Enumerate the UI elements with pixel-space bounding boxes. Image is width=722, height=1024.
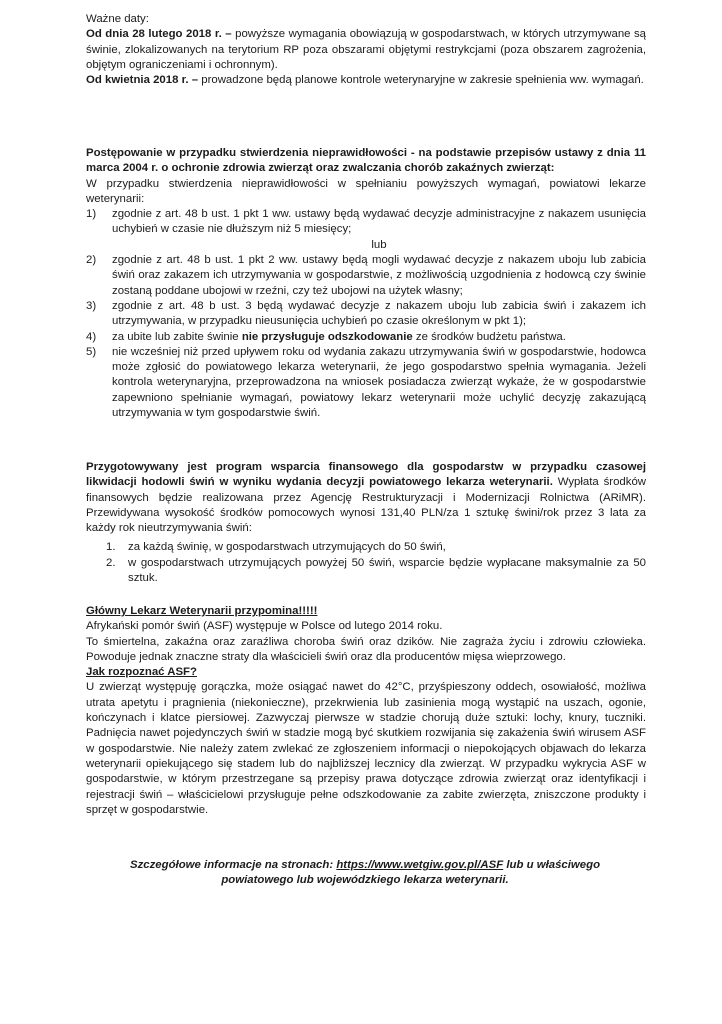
support-list	[86, 540, 646, 586]
reminder-line2: To śmiertelna, zakaźna oraz zaraźliwa choroba świń oraz dzików. Nie zagraża życiu i zdrowiu człowieka. Powoduje jednak znaczne straty dla właścicieli świń oraz dla producentów mięsa wieprzowego.	[86, 635, 646, 663]
list-item	[86, 253, 646, 299]
list-number: 4)	[86, 330, 97, 343]
footer-post: lub u właściwego powiatowego lub wojewódzkiego lekarza weterynarii.	[221, 859, 601, 887]
procedure-heading-text: Postępowanie w przypadku stwierdzenia nieprawidłowości - na podstawie przepisów ustawy z dnia 11 marca 2004 r. o ochronie zdrowia zwierząt oraz zwalczania chorób zakaźnych zwierząt:	[86, 147, 646, 175]
list-item	[86, 345, 646, 421]
footer-link[interactable]: https://www.wetgiw.gov.pl/ASF	[336, 859, 504, 871]
list-text: nie wcześniej niż przed upływem roku od wydania zakazu utrzymywania świń w gospodarstwie, hodowca może zgłosić do powiatowego lekarza weterynarii, że jego gospodarstwo spełnia wymagania. Jeżeli kontrola weterynaryjna, przeprowadzona na wniosek posiadacza zwierząt wykaże, że w gospodarstwie zapewniono spełnianie wymagań, powiatowy lekarz weterynarii może uchylić decyzję zakazującą utrzymywania w tym gospodarstwie świń.	[112, 345, 646, 420]
procedure-intro: W przypadku stwierdzenia nieprawidłowości w spełnianiu powyższych wymagań, powiatowi lekarze weterynarii:	[86, 177, 646, 205]
support-paragraph	[86, 460, 646, 536]
date-text-february: powyższe wymagania obowiązują w gospodarstwach, w których utrzymywane są świnie, zlokalizowanych na terytorium RP poza obszarami objętymi restrykcjami (poza obszarem zagrożenia, objętym ograniczeniami i ochronnym).	[86, 28, 647, 71]
list-text-post: ze środków budżetu państwa.	[412, 330, 566, 343]
procedure-list	[86, 207, 646, 421]
list-number: 5)	[86, 345, 97, 358]
list-number: 1.	[106, 541, 116, 554]
list-text: za każdą świnię, w gospodarstwach utrzymujących do 50 świń,	[128, 541, 446, 554]
support-text: Wypłata środków finansowych będzie realizowana przez Agencję Restrukturyzacji i Modernizacji Rolnictwa (ARiMR). Przewidywana wysokość środków pomocowych wynosi 131,40 PLN/za 1 sztukę świni/rok przez 3 lata za każdy rok nieutrzymywania świń:	[86, 476, 646, 535]
list-item	[86, 207, 646, 238]
procedure-heading	[86, 146, 646, 177]
footer-text	[110, 858, 620, 889]
list-item	[86, 540, 646, 555]
list-text: zgodnie z art. 48 b ust. 1 pkt 2 ww. ustawy będą mogli wydawać decyzje z nakazem uboju lub zabicia świń oraz zakazem ich utrzymywania w gospodarstwie, z możliwością uzgodnienia z hodowcą czy świnie zostaną poddane ubojowi w rzeźni, czy też ubojowi na użytek własny;	[112, 254, 646, 297]
reminder-heading	[86, 604, 646, 619]
or-text: lub	[371, 238, 387, 251]
procedure-section	[86, 146, 646, 421]
date-text-april: prowadzone będą planowe kontrole weterynaryjne w zakresie spełnienia ww. wymagań.	[198, 74, 644, 87]
date-label-february: Od dnia 28 lutego 2018 r. –	[86, 28, 232, 41]
list-text: w gospodarstwach utrzymujących powyżej 50 świń, wsparcie będzie wypłacane maksymalnie za 50 sztuk.	[128, 556, 646, 585]
list-item	[86, 556, 646, 587]
list-number: 1)	[86, 208, 97, 221]
list-text-bold: nie przysługuje odszkodowanie	[241, 330, 413, 343]
support-section	[86, 460, 646, 586]
list-text-pre: za ubite lub zabite świnie	[112, 330, 242, 343]
list-number: 3)	[86, 299, 97, 312]
reminder-section	[86, 604, 646, 818]
asf-body: U zwierząt występuję gorączka, może osiągać nawet do 42°C, przyśpieszony oddech, osowiałość, możliwa utrata apetytu i pragnienia (niekonieczne), przekrwienia lub zasinienia mogą wystąpić na uszach, ogonie, kończynach i klatce piersiowej. Zazwyczaj pierwsze w stadzie chorują duże sztuki: lochy, knury, tuczniki. Padnięcia nawet pojedynczych świń w stadzie mogą być skutkiem rozwijania się zakażenia świń wirusem ASF w gospodarstwie. Nie należy zatem zwlekać ze zgłoszeniem informacji o niepokojących objawach do lekarza weterynarii opiekującego się stadem lub do najbliższej lecznicy dla zwierząt. W przypadku wykrycia ASF w gospodarstwie, w którym przestrzegane są przepisy prawa dotyczące zdrowia zwierząt oraz identyfikacji i rejestracji świń – właścicielowi przysługuje pełne odszkodowanie za zabite zwierzęta, zniszczone produkty i sprzęt w gospodarstwie.	[86, 681, 646, 816]
list-separator-or	[86, 238, 646, 253]
dates-heading: Ważne daty:	[86, 13, 149, 25]
asf-subheading	[86, 665, 646, 680]
support-bold-text: Przygotowywany jest program wsparcia finansowego dla gospodarstw w przypadku czasowej likwidacji hodowli świń w wyniku wydania decyzji powiatowego lekarza weterynarii.	[86, 461, 646, 489]
list-text: zgodnie z art. 48 b ust. 3 będą wydawać decyzje z nakazem uboju lub zabicia świń i zakazem ich utrzymywania, w przypadku nieusunięcia uchybień po czasie określonym w pkt 1);	[112, 299, 646, 328]
date-label-april: Od kwietnia 2018 r. –	[86, 74, 199, 87]
asf-subheading-text: Jak rozpoznać ASF?	[86, 666, 197, 679]
date-entry-april	[86, 73, 646, 88]
date-entry-february	[86, 27, 646, 73]
list-item	[86, 330, 646, 345]
footer-section	[110, 858, 620, 889]
list-number: 2.	[106, 556, 116, 569]
list-text: zgodnie z art. 48 b ust. 1 pkt 1 ww. ustawy będą wydawać decyzje administracyjne z nakazem usunięcia uchybień w czasie nie dłuższym niż 5 miesięcy;	[112, 208, 646, 236]
list-number: 2)	[86, 254, 97, 267]
reminder-heading-text: Główny Lekarz Weterynarii przypomina!!!!!	[86, 605, 318, 617]
list-item	[86, 299, 646, 330]
important-dates-section	[86, 12, 646, 88]
footer-pre: Szczegółowe informacje na stronach:	[129, 859, 337, 871]
reminder-line1: Afrykański pomór świń (ASF) występuje w Polsce od lutego 2014 roku.	[86, 620, 443, 633]
